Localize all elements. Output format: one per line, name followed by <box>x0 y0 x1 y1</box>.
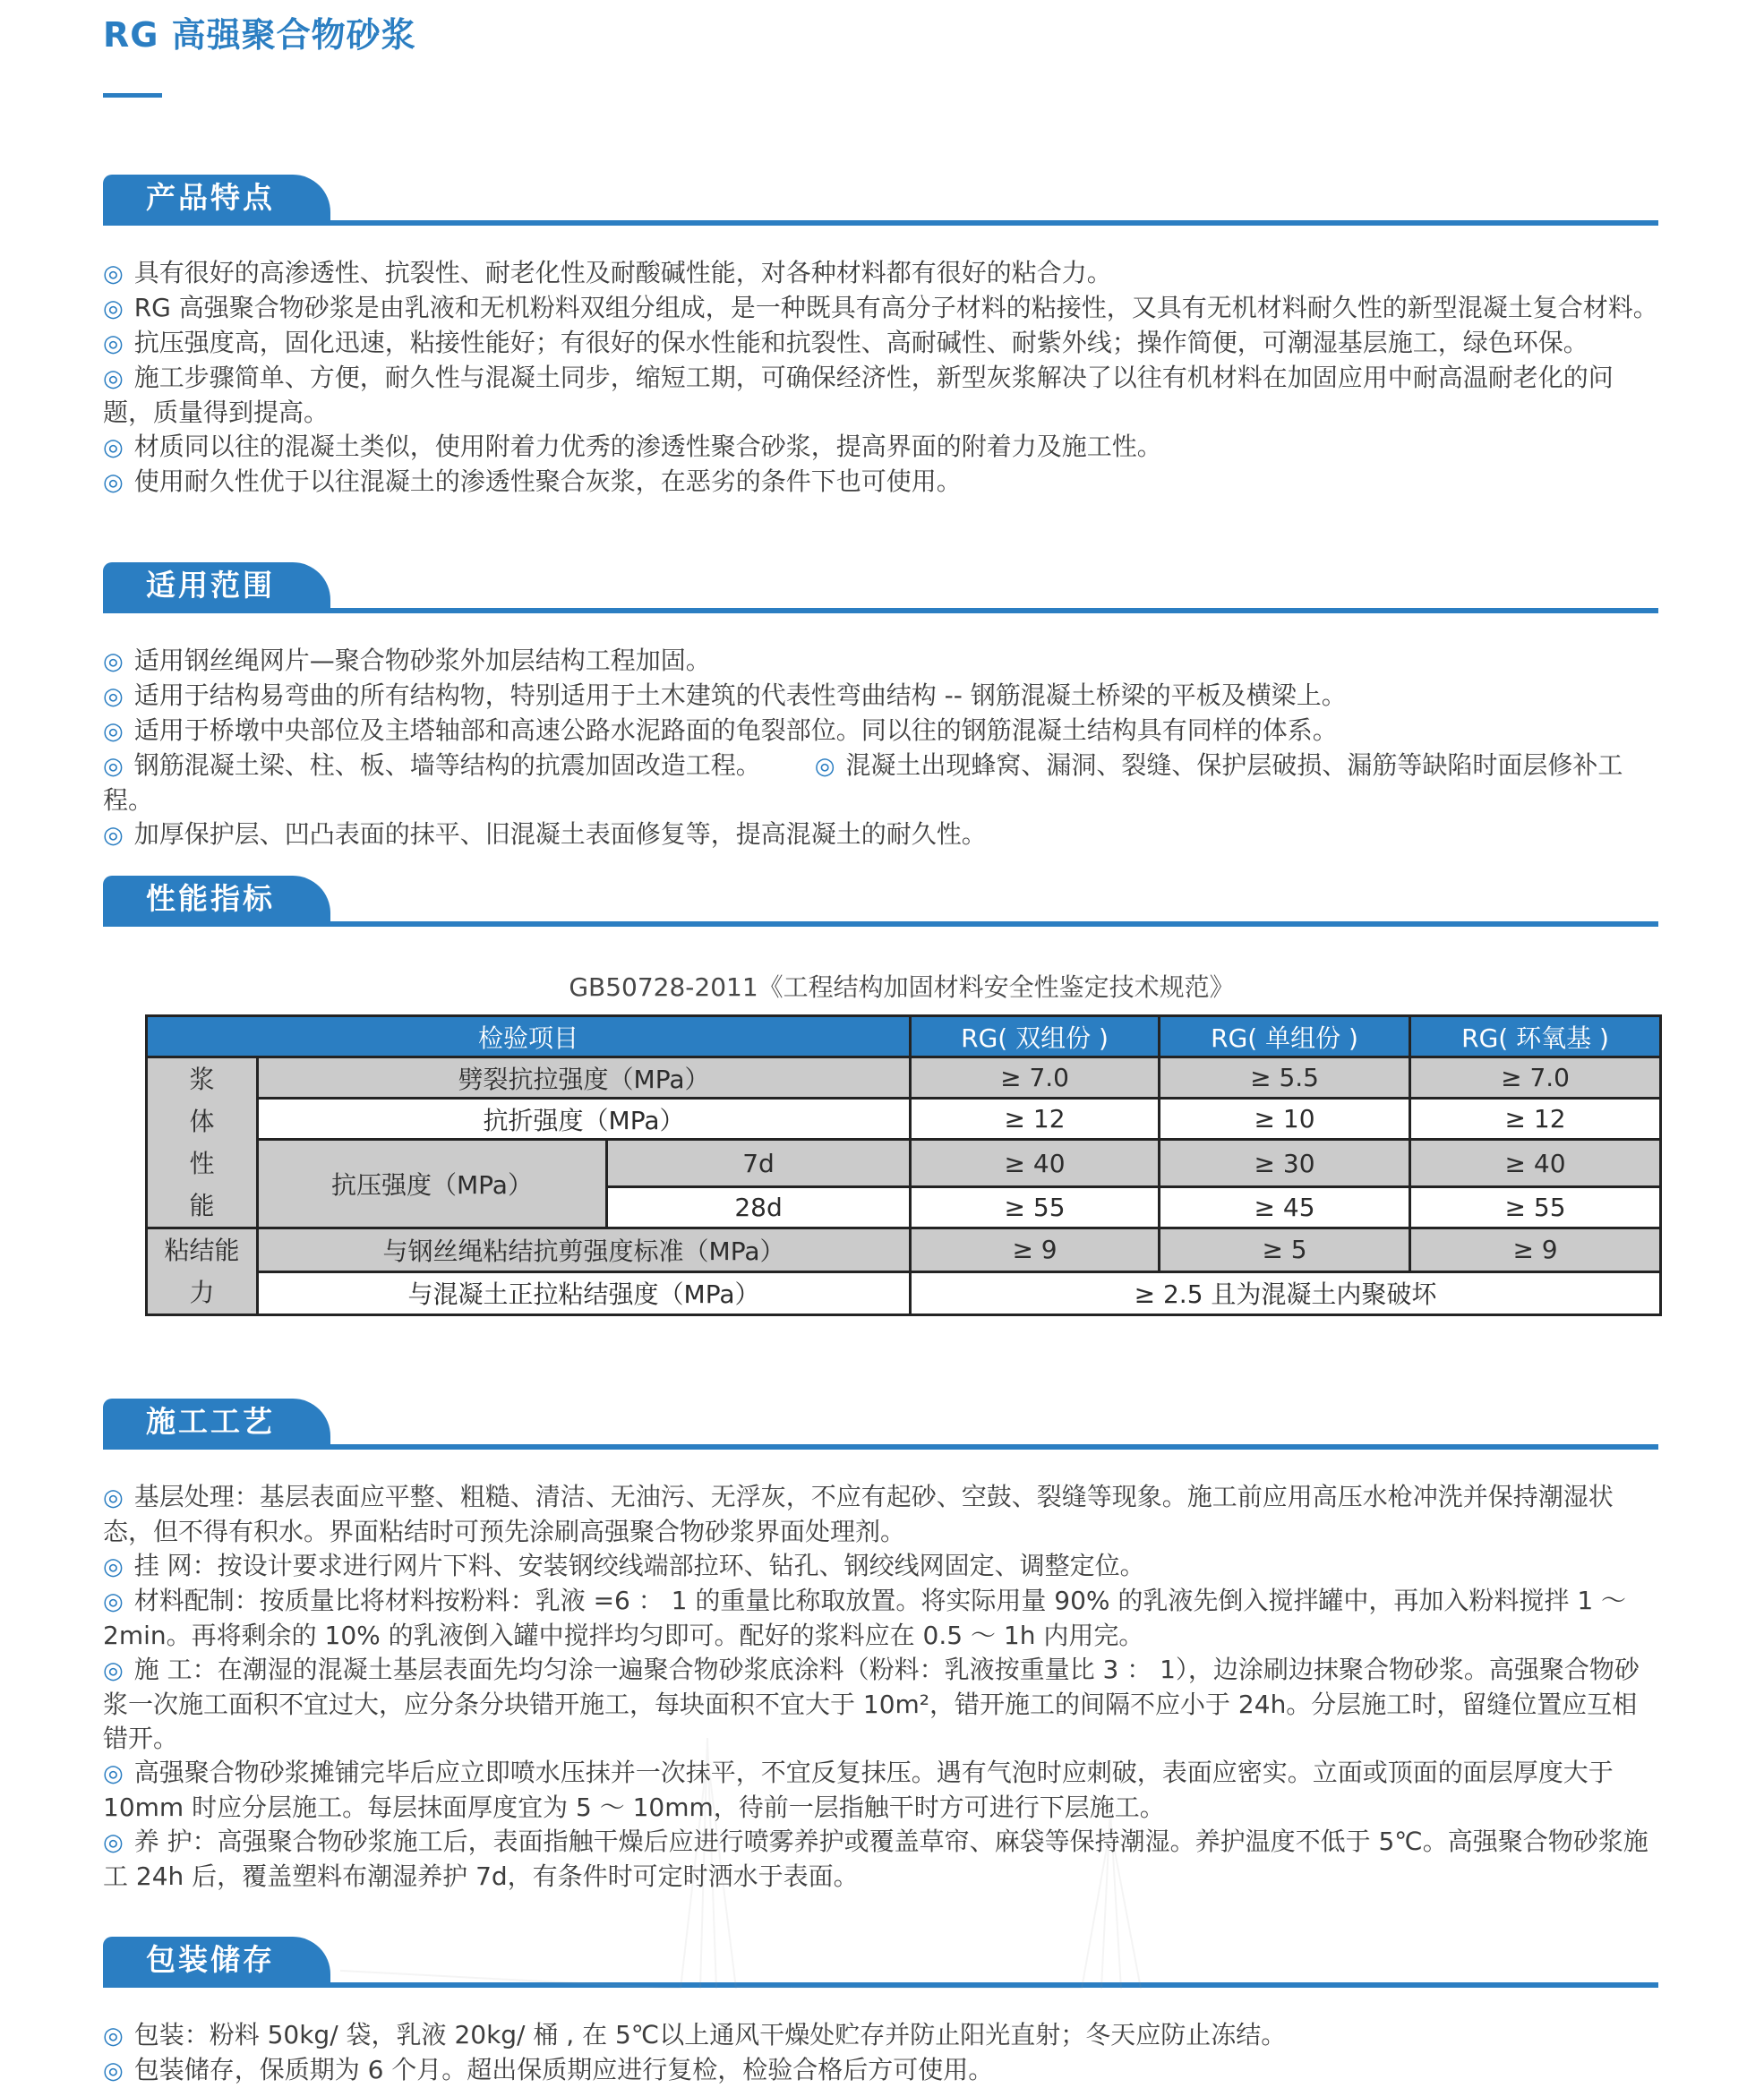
bullet-icon: ◎ <box>103 1829 124 1856</box>
value-cell: ≥ 7.0 <box>1410 1057 1661 1099</box>
item-compressive: 抗压强度（MPa） <box>258 1140 607 1228</box>
col-header-item: 检验项目 <box>147 1016 911 1057</box>
bullet-icon: ◎ <box>103 753 124 780</box>
features-bullets <box>103 256 1658 500</box>
table-row <box>147 1228 1661 1272</box>
bullet-text: 适用钢丝绳网片—聚合物砂浆外加层结构工程加固。 <box>133 646 711 675</box>
row-group-bond: 粘结能 力 <box>147 1228 258 1315</box>
bullet-icon: ◎ <box>103 1485 124 1511</box>
item-shear: 与钢丝绳粘结抗剪强度标准（MPa） <box>258 1228 911 1272</box>
table-row <box>147 1140 1661 1187</box>
bullet-item <box>103 644 1658 679</box>
bullet-icon: ◎ <box>103 1760 124 1787</box>
bullet-item <box>103 2053 1658 2088</box>
sub-item-28d: 28d <box>607 1187 911 1228</box>
performance-table <box>145 1014 1662 1316</box>
bullet-item <box>103 817 1658 852</box>
bullet-item <box>103 1584 1658 1653</box>
section-rule <box>103 1937 1658 1988</box>
value-cell: ≥ 9 <box>1410 1228 1661 1272</box>
bullet-text: 抗压强度高，固化迅速，粘接性能好；有很好的保水性能和抗裂性、高耐碱性、耐紫外线；操作简便，可潮湿基层施工，绿色环保。 <box>133 328 1588 357</box>
table-row <box>147 1057 1661 1099</box>
bullet-icon: ◎ <box>103 365 124 392</box>
value-cell: ≥ 10 <box>1160 1099 1410 1140</box>
section-features <box>103 175 1658 500</box>
bullet-item <box>103 714 1658 749</box>
bullet-text: 适用于结构易弯曲的所有结构物，特别适用于土木建筑的代表性弯曲结构 -- 钢筋混凝土桥梁的平板及横梁上。 <box>133 680 1347 710</box>
bullet-text: 挂 网：按设计要求进行网片下料、安装钢绞线端部拉环、钻孔、钢绞线网固定、调整定位。 <box>133 1551 1145 1580</box>
scope-bullets <box>103 644 1658 852</box>
bullet-icon: ◎ <box>103 261 124 287</box>
bullet-text: 材料配制：按质量比将材料按粉料：乳液 =6 ： 1 的重量比称取放置。将实际用量 90% 的乳液先倒入搅拌罐中，再加入粉料搅拌 1 ～ 2min。再将剩余的 10% 的乳液倒入罐中搅拌均匀即可。配好的浆料应在 0.5 ～ 1h 内用完。 <box>103 1586 1627 1650</box>
section-badge-process: 施工工艺 <box>103 1399 330 1444</box>
value-cell: ≥ 7.0 <box>911 1057 1160 1099</box>
page-title: RG 高强聚合物砂浆 <box>103 15 416 55</box>
table-caption: GB50728-2011《工程结构加固材料安全性鉴定技术规范》 <box>569 972 1235 1002</box>
bullet-item <box>103 465 1658 500</box>
bullet-item <box>103 291 1658 326</box>
bullet-item-pair <box>103 749 1658 817</box>
bullet-text: 混凝土出现蜂窝、漏洞、裂缝、保护层破损、漏筋等缺陷时面层修补工程。 <box>103 750 1623 815</box>
section-scope <box>103 562 1658 852</box>
value-cell: ≥ 45 <box>1160 1187 1410 1228</box>
bullet-text: 施工步骤简单、方便，耐久性与混凝土同步，缩短工期，可确保经济性，新型灰浆解决了以往有机材料在加固应用中耐高温耐老化的问题，质量得到提高。 <box>103 363 1614 427</box>
bullet-icon: ◎ <box>814 753 835 780</box>
section-badge-packaging: 包装储存 <box>103 1937 330 1982</box>
bullet-text: 钢筋混凝土梁、柱、板、墙等结构的抗震加固改造工程。 <box>133 750 761 780</box>
value-cell: ≥ 40 <box>1410 1140 1661 1187</box>
packaging-bullets <box>103 2018 1658 2088</box>
bullet-icon: ◎ <box>103 469 124 496</box>
item-flexural: 抗折强度（MPa） <box>258 1099 911 1140</box>
bullet-text: 具有很好的高渗透性、抗裂性、耐老化性及耐酸碱性能，对各种材料都有很好的粘合力。 <box>133 258 1112 287</box>
sub-item-7d: 7d <box>607 1140 911 1187</box>
bullet-text: RG 高强聚合物砂浆是由乳液和无机粉料双组分组成，是一种既具有高分子材料的粘接性，又具有无机材料耐久性的新型混凝土复合材料。 <box>133 293 1658 322</box>
bullet-text: 高强聚合物砂浆摊铺完毕后应立即喷水压抹并一次抹平，不宜反复抹压。遇有气泡时应刺破，表面应密实。立面或顶面的面层厚度大于 10mm 时应分层施工。每层抹面厚度宜为 5 ～ 10mm，待前一层指触干时方可进行下层施工。 <box>103 1758 1614 1822</box>
bullet-icon: ◎ <box>103 434 124 461</box>
value-cell: ≥ 12 <box>911 1099 1160 1140</box>
bullet-text: 材质同以往的混凝土类似，使用附着力优秀的渗透性聚合砂浆，提高界面的附着力及施工性。 <box>133 432 1162 461</box>
section-rule <box>103 175 1658 226</box>
bullet-icon: ◎ <box>103 1657 124 1684</box>
value-cell: ≥ 30 <box>1160 1140 1410 1187</box>
process-bullets <box>103 1480 1658 1894</box>
col-header-rg-one: RG( 单组份 ) <box>1160 1016 1410 1057</box>
bullet-icon: ◎ <box>103 822 124 849</box>
value-cell: ≥ 55 <box>911 1187 1160 1228</box>
value-cell: ≥ 40 <box>911 1140 1160 1187</box>
col-header-rg-epoxy: RG( 环氧基 ) <box>1410 1016 1661 1057</box>
row-group-slurry: 浆 体 性 能 <box>147 1057 258 1228</box>
section-process <box>103 1399 1658 1894</box>
table-header-row <box>147 1016 1661 1057</box>
value-cell-span: ≥ 2.5 且为混凝土内聚破坏 <box>911 1271 1661 1315</box>
table-row <box>147 1271 1661 1315</box>
section-badge-features: 产品特点 <box>103 175 330 220</box>
section-rule <box>103 876 1658 927</box>
bullet-text: 养 护：高强聚合物砂浆施工后，表面指触干燥后应进行喷雾养护或覆盖草帘、麻袋等保持潮湿。养护温度不低于 5℃。高强聚合物砂浆施工 24h 后，覆盖塑料布潮湿养护 7d，有条件时可定时洒水于表面。 <box>103 1827 1648 1891</box>
value-cell: ≥ 12 <box>1410 1099 1661 1140</box>
bullet-item <box>103 2018 1658 2053</box>
bullet-item <box>103 361 1658 430</box>
bullet-text: 包装储存，保质期为 6 个月。超出保质期应进行复检，检验合格后方可使用。 <box>133 2055 994 2084</box>
value-cell: ≥ 55 <box>1410 1187 1661 1228</box>
bullet-text: 施 工：在潮湿的混凝土基层表面先均匀涂一遍聚合物砂浆底涂料（粉料：乳液按重量比 3 ： 1），边涂刷边抹聚合物砂浆。高强聚合物砂浆一次施工面积不宜过大，应分条分块错开施工，每块面积不宜大于 10m²，错开施工的间隔不应小于 24h。分层施工时，留缝位置应互相错开。 <box>103 1655 1640 1753</box>
bullet-item <box>103 430 1658 465</box>
section-badge-scope: 适用范围 <box>103 562 330 608</box>
table-row <box>147 1099 1661 1140</box>
item-normal-bond: 与混凝土正拉粘结强度（MPa） <box>258 1271 911 1315</box>
section-rule <box>103 1399 1658 1450</box>
bullet-icon: ◎ <box>103 1553 124 1580</box>
value-cell: ≥ 9 <box>911 1228 1160 1272</box>
bullet-item <box>103 1756 1658 1825</box>
bullet-text: 加厚保护层、凹凸表面的抹平、旧混凝土表面修复等，提高混凝土的耐久性。 <box>133 819 987 849</box>
item-split-tensile: 劈裂抗拉强度（MPa） <box>258 1057 911 1099</box>
value-cell: ≥ 5.5 <box>1160 1057 1410 1099</box>
bullet-text: 包装：粉料 50kg/ 袋，乳液 20kg/ 桶 , 在 5℃以上通风干燥处贮存并防止阳光直射；冬天应防止冻结。 <box>133 2020 1287 2049</box>
bullet-icon: ◎ <box>103 718 124 745</box>
section-rule <box>103 562 1658 613</box>
bullet-item <box>103 1825 1658 1894</box>
bullet-icon: ◎ <box>103 1588 124 1615</box>
bullet-icon: ◎ <box>103 2023 124 2049</box>
bullet-icon: ◎ <box>103 648 124 675</box>
bullet-item <box>103 1653 1658 1756</box>
bullet-item <box>103 256 1658 291</box>
bullet-text: 使用耐久性优于以往混凝土的渗透性聚合灰浆，在恶劣的条件下也可使用。 <box>133 466 962 496</box>
col-header-rg-two: RG( 双组份 ) <box>911 1016 1160 1057</box>
bullet-icon: ◎ <box>103 2058 124 2084</box>
title-underline <box>103 93 162 98</box>
bullet-item <box>103 326 1658 361</box>
bullet-icon: ◎ <box>103 295 124 322</box>
bullet-item <box>103 1549 1658 1584</box>
bullet-item <box>103 679 1658 714</box>
bullet-item <box>103 1480 1658 1549</box>
bullet-text: 基层处理：基层表面应平整、粗糙、清洁、无油污、无浮灰，不应有起砂、空鼓、裂缝等现象。施工前应用高压水枪冲洗并保持潮湿状态，但不得有积水。界面粘结时可预先涂刷高强聚合物砂浆界面处理剂。 <box>103 1482 1614 1546</box>
bullet-text: 适用于桥墩中央部位及主塔轴部和高速公路水泥路面的龟裂部位。同以往的钢筋混凝土结构具有同样的体系。 <box>133 715 1338 745</box>
section-performance <box>103 876 1658 1316</box>
section-packaging <box>103 1937 1658 2088</box>
section-badge-performance: 性能指标 <box>103 876 330 921</box>
bullet-icon: ◎ <box>103 683 124 710</box>
value-cell: ≥ 5 <box>1160 1228 1410 1272</box>
bullet-icon: ◎ <box>103 330 124 357</box>
